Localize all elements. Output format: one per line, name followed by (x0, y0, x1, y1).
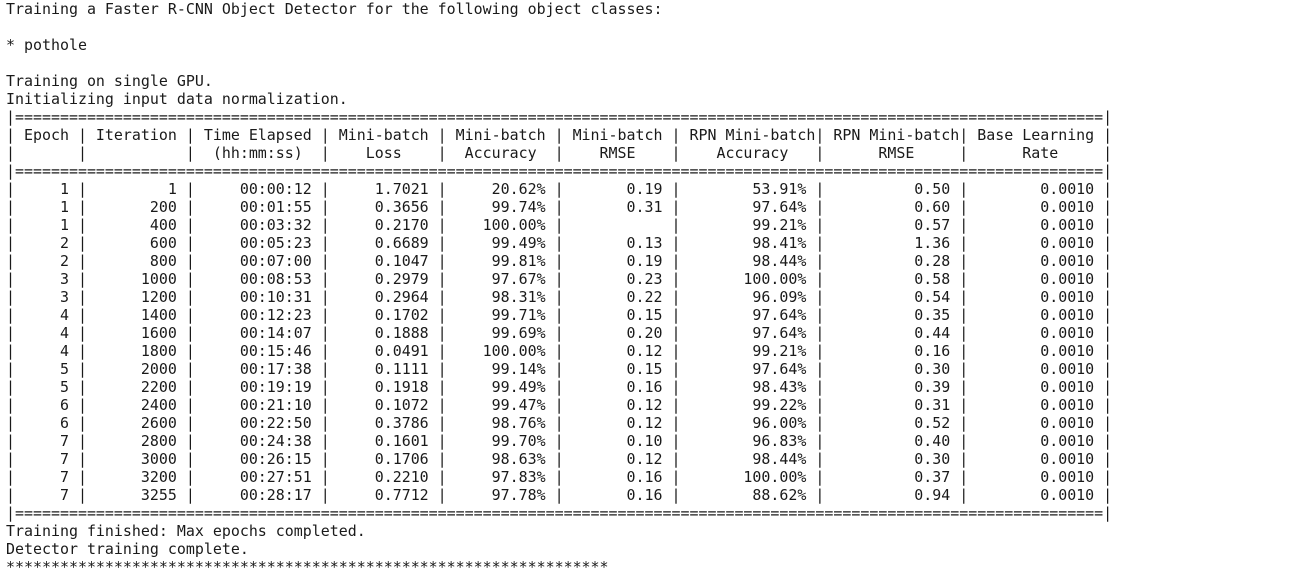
table-border-top: |=========================================================================================================================| (6, 108, 1113, 126)
table-row: | 5 | 2000 | 00:17:38 | 0.1111 | 99.14% | 0.15 | 97.64% | 0.30 | 0.0010 | (6, 360, 1113, 378)
table-row: | 6 | 2400 | 00:21:10 | 0.1072 | 99.47% | 0.12 | 99.22% | 0.31 | 0.0010 | (6, 396, 1113, 414)
status-line: Training on single GPU. (6, 72, 213, 90)
table-row: | 4 | 1800 | 00:15:46 | 0.0491 | 100.00% | 0.12 | 99.21% | 0.16 | 0.0010 | (6, 342, 1113, 360)
table-row: | 1 | 200 | 00:01:55 | 0.3656 | 99.74% | 0.31 | 97.64% | 0.60 | 0.0010 | (6, 198, 1113, 216)
table-row: | 4 | 1600 | 00:14:07 | 0.1888 | 99.69% | 0.20 | 97.64% | 0.44 | 0.0010 | (6, 324, 1113, 342)
table-row: | 7 | 3255 | 00:28:17 | 0.7712 | 97.78% | 0.16 | 88.62% | 0.94 | 0.0010 | (6, 486, 1113, 504)
table-row: | 7 | 3200 | 00:27:51 | 0.2210 | 97.83% | 0.16 | 100.00% | 0.37 | 0.0010 | (6, 468, 1113, 486)
status-line: Initializing input data normalization. (6, 90, 348, 108)
table-header-row: | | | (hh:mm:ss) | Loss | Accuracy | RMSE | Accuracy | RMSE | Rate | (6, 144, 1113, 162)
table-row: | 4 | 1400 | 00:12:23 | 0.1702 | 99.71% | 0.15 | 97.64% | 0.35 | 0.0010 | (6, 306, 1113, 324)
table-row: | 1 | 1 | 00:00:12 | 1.7021 | 20.62% | 0.19 | 53.91% | 0.50 | 0.0010 | (6, 180, 1113, 198)
table-row: | 7 | 3000 | 00:26:15 | 0.1706 | 98.63% | 0.12 | 98.44% | 0.30 | 0.0010 | (6, 450, 1113, 468)
table-border-bottom: |=========================================================================================================================| (6, 504, 1113, 522)
table-row: | 2 | 600 | 00:05:23 | 0.6689 | 99.49% | 0.13 | 98.41% | 1.36 | 0.0010 | (6, 234, 1113, 252)
table-row: | 1 | 400 | 00:03:32 | 0.2170 | 100.00% | | 99.21% | 0.57 | 0.0010 | (6, 216, 1113, 234)
table-header-divider: |=========================================================================================================================| (6, 162, 1113, 180)
table-row: | 5 | 2200 | 00:19:19 | 0.1918 | 99.49% | 0.16 | 98.43% | 0.39 | 0.0010 | (6, 378, 1113, 396)
output-title: Training a Faster R-CNN Object Detector for the following object classes: (6, 0, 663, 18)
asterisk-rule: ******************************************************************* (6, 558, 609, 576)
table-row: | 3 | 1000 | 00:08:53 | 0.2979 | 97.67% | 0.23 | 100.00% | 0.58 | 0.0010 | (6, 270, 1113, 288)
status-line: Detector training complete. (6, 540, 249, 558)
table-row: | 3 | 1200 | 00:10:31 | 0.2964 | 98.31% | 0.22 | 96.09% | 0.54 | 0.0010 | (6, 288, 1113, 306)
table-row: | 7 | 2800 | 00:24:38 | 0.1601 | 99.70% | 0.10 | 96.83% | 0.40 | 0.0010 | (6, 432, 1113, 450)
table-row: | 2 | 800 | 00:07:00 | 0.1047 | 99.81% | 0.19 | 98.44% | 0.28 | 0.0010 | (6, 252, 1113, 270)
object-class-item: * pothole (6, 36, 87, 54)
table-row: | 6 | 2600 | 00:22:50 | 0.3786 | 98.76% | 0.12 | 96.00% | 0.52 | 0.0010 | (6, 414, 1113, 432)
table-header-row: | Epoch | Iteration | Time Elapsed | Mini-batch | Mini-batch | Mini-batch | RPN Mini-batch| RPN Mini-batch| Base Learning | (6, 126, 1113, 144)
status-line: Training finished: Max epochs completed. (6, 522, 366, 540)
